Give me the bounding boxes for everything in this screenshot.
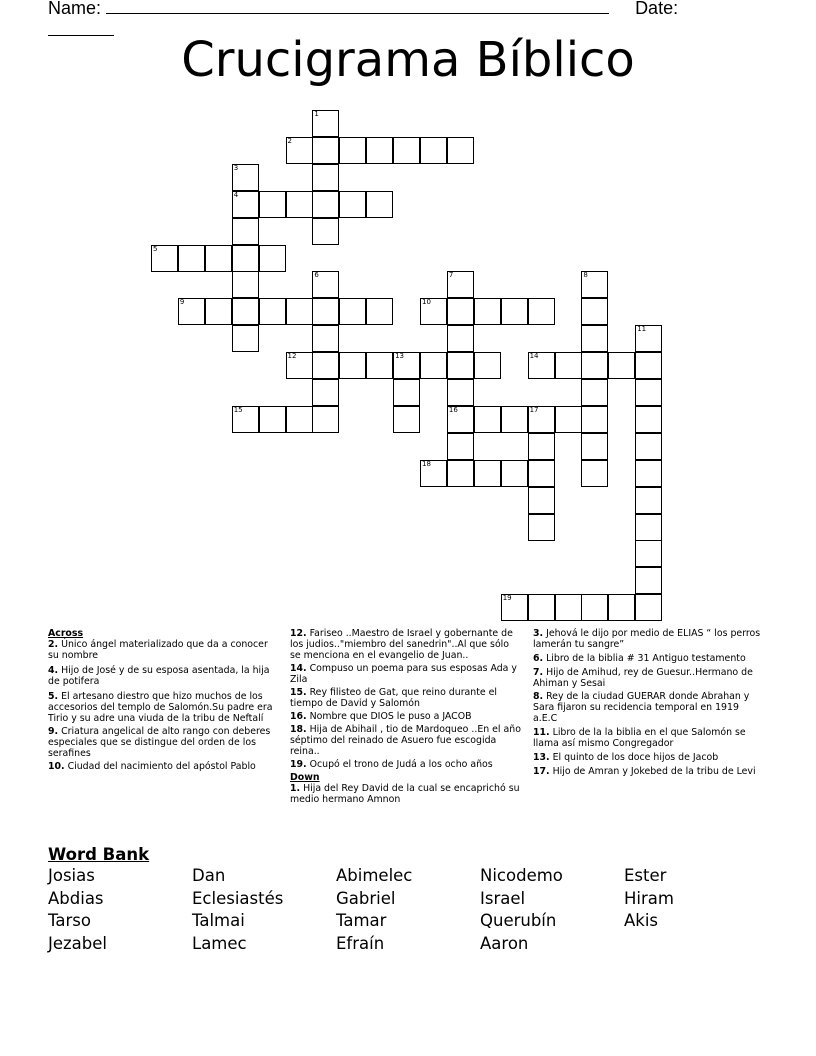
grid-cell[interactable]: [312, 110, 339, 137]
grid-cell[interactable]: [608, 594, 635, 621]
grid-cell[interactable]: [312, 137, 339, 164]
grid-cell[interactable]: [635, 379, 662, 406]
clue-number: 18: [422, 459, 431, 468]
clue-number: 15: [233, 405, 243, 414]
grid-cell[interactable]: [286, 137, 313, 164]
clue-number: 10: [422, 298, 431, 307]
clue-down-1: 1. Hija del Rey David de la cual se encaprichó su medio hermano Amnon: [290, 783, 520, 805]
grid-cell[interactable]: [205, 245, 232, 272]
page-title: Crucigrama Bíblico: [181, 32, 635, 88]
grid-cell[interactable]: [474, 460, 501, 487]
word-bank-item: Tamar: [336, 911, 387, 930]
grid-cell[interactable]: [555, 594, 582, 621]
grid-cell[interactable]: [608, 352, 635, 379]
clue-across-16: 16. Nombre que DIOS le puso a JACOB: [290, 711, 472, 722]
clues-column-1: [48, 628, 280, 776]
grid-cell[interactable]: [474, 298, 501, 325]
clue-number: 1: [314, 110, 319, 118]
clue-number: 8: [583, 271, 588, 280]
grid-cell[interactable]: [286, 191, 313, 218]
grid-cell[interactable]: [232, 325, 259, 352]
grid-cell[interactable]: [259, 245, 286, 272]
across-heading: Across: [48, 628, 84, 639]
grid-cell[interactable]: [312, 406, 339, 433]
grid-cell[interactable]: [474, 352, 501, 379]
word-bank-item: Abimelec: [336, 866, 413, 885]
grid-cell[interactable]: [339, 191, 366, 218]
grid-cell[interactable]: [501, 594, 528, 621]
grid-cell[interactable]: [581, 406, 608, 433]
grid-cell[interactable]: [366, 298, 393, 325]
grid-cell[interactable]: [447, 325, 474, 352]
grid-cell[interactable]: [528, 514, 555, 541]
word-bank-item: Nicodemo: [480, 866, 563, 885]
down-heading: Down: [290, 772, 320, 783]
clue-number: 9: [179, 298, 185, 307]
grid-cell[interactable]: [205, 298, 232, 325]
word-bank-item: Jezabel: [48, 933, 107, 953]
grid-cell[interactable]: [528, 594, 555, 621]
clue-across-15: 15. Rey filisteo de Gat, que reino durante el tiempo de David y Salomón: [290, 687, 498, 709]
clues-column-2: [290, 628, 522, 809]
grid-cell[interactable]: [312, 298, 339, 325]
grid-cell[interactable]: [581, 594, 608, 621]
grid-cell[interactable]: [286, 406, 313, 433]
grid-cell[interactable]: [259, 298, 286, 325]
grid-cell[interactable]: [420, 137, 447, 164]
grid-cell[interactable]: [447, 406, 474, 433]
word-bank-title: Word Bank: [48, 845, 150, 864]
grid-cell[interactable]: [447, 352, 474, 379]
grid-cell[interactable]: [232, 298, 259, 325]
grid-cell[interactable]: [501, 460, 528, 487]
word-bank-item: Hiram: [624, 888, 674, 908]
clue-down-13: 13. El quinto de los doce hijos de Jacob: [533, 752, 719, 763]
word-bank-item: Talmai: [192, 911, 245, 930]
grid-cell[interactable]: [447, 271, 474, 298]
grid-cell[interactable]: [393, 379, 420, 406]
clue-down-11: 11. Libro de la la biblia en el que Salomón se llama así mismo Congregador: [533, 727, 746, 749]
clue-across-14: 14. Compuso un poema para sus esposas Ada y Zila: [290, 663, 517, 685]
grid-cell[interactable]: [420, 352, 447, 379]
word-bank: [48, 845, 768, 955]
grid-cell[interactable]: [635, 514, 662, 541]
grid-cell[interactable]: [366, 137, 393, 164]
grid-cell[interactable]: [286, 298, 313, 325]
clue-number: 3: [233, 163, 239, 172]
grid-cell[interactable]: [447, 298, 474, 325]
grid-cell[interactable]: [178, 298, 205, 325]
grid-cell[interactable]: [528, 433, 555, 460]
clue-down-17: 17. Hijo de Amran y Jokebed de la tribu de Levi: [533, 766, 756, 777]
grid-cell[interactable]: [312, 218, 339, 245]
grid-cell[interactable]: [232, 245, 259, 272]
grid-cell[interactable]: [555, 352, 582, 379]
clue-number: 16: [448, 405, 458, 414]
grid-cell[interactable]: [635, 325, 662, 352]
grid-cell[interactable]: [151, 245, 178, 272]
grid-cell[interactable]: [393, 352, 420, 379]
grid-cell[interactable]: [528, 406, 555, 433]
grid-cell[interactable]: [312, 164, 339, 191]
grid-cell[interactable]: [635, 487, 662, 514]
grid-cell[interactable]: [259, 406, 286, 433]
word-bank-item: Tarso: [48, 911, 91, 930]
clue-across-2: 2. Único ángel materializado que da a conocer su nombre: [48, 639, 268, 661]
grid-cell[interactable]: [581, 433, 608, 460]
grid-cell[interactable]: [581, 325, 608, 352]
clue-across-9: 9. Criatura angelical de alto rango con deberes especiales que se distingue del orden de los serafines: [48, 726, 271, 759]
clue-down-3: 3. Jehová le dijo por medio de ELIAS “ los perros lamerán tu sangre”: [533, 628, 761, 650]
clue-across-18: 18. Hija de Abihail , tio de Mardoqueo ..En el año séptimo del reinado de Asuero fue escogida reina..: [290, 724, 521, 757]
word-bank-list: [48, 865, 768, 955]
clue-number: 2: [287, 136, 292, 145]
clue-across-4: 4. Hijo de José y de su esposa asentada, la hija de potifera: [48, 665, 270, 687]
grid-cell[interactable]: [232, 218, 259, 245]
grid-cell[interactable]: [286, 352, 313, 379]
word-bank-item: Akis: [624, 911, 659, 930]
clue-number: 7: [448, 271, 454, 280]
word-bank-item: Abdias: [48, 888, 104, 908]
clue-across-12: 12. Fariseo ..Maestro de Israel y gobernante de los judios.."miembro del sanedrin"..Al que sólo se menciona en el evangelio de Juan..: [290, 628, 513, 661]
grid-cell[interactable]: [635, 460, 662, 487]
grid-cell[interactable]: [393, 406, 420, 433]
clue-number: 17: [529, 405, 539, 414]
name-label: Name:: [48, 0, 102, 18]
grid-cell[interactable]: [528, 352, 555, 379]
grid-cell[interactable]: [501, 298, 528, 325]
grid-cell[interactable]: [232, 271, 259, 298]
word-bank-item: Josias: [48, 866, 95, 885]
grid-cell[interactable]: [447, 137, 474, 164]
clue-down-6: 6. Libro de la biblia # 31 Antiguo testamento: [533, 653, 746, 664]
grid-cell[interactable]: [635, 406, 662, 433]
date-label: Date:: [635, 0, 679, 18]
clue-number: 11: [637, 325, 647, 334]
grid-cell[interactable]: [232, 191, 259, 218]
grid-cell[interactable]: [581, 298, 608, 325]
grid-cell[interactable]: [528, 487, 555, 514]
clue-number: 4: [233, 190, 239, 199]
grid-cell[interactable]: [581, 271, 608, 298]
grid-cell[interactable]: [366, 352, 393, 379]
word-bank-item: Dan: [192, 866, 226, 885]
grid-cell[interactable]: [312, 271, 339, 298]
grid-cell[interactable]: [555, 406, 582, 433]
clue-number: 19: [502, 594, 512, 603]
word-bank-item: Ester: [624, 866, 667, 885]
clue-across-19: 19. Ocupó el trono de Judá a los ocho años: [290, 759, 493, 770]
grid-cell[interactable]: [312, 191, 339, 218]
grid-cell[interactable]: [339, 298, 366, 325]
word-bank-item: Eclesiastés: [192, 888, 284, 908]
word-bank-item: Israel: [480, 888, 526, 908]
grid-cell[interactable]: [393, 137, 420, 164]
word-bank-item: Gabriel: [336, 888, 396, 908]
grid-cell[interactable]: [635, 352, 662, 379]
grid-cell[interactable]: [635, 540, 662, 567]
grid-cell[interactable]: [635, 594, 662, 621]
grid-cell[interactable]: [447, 379, 474, 406]
grid-cell[interactable]: [366, 191, 393, 218]
grid-cell[interactable]: [635, 567, 662, 594]
clue-down-7: 7. Hijo de Amihud, rey de Guesur..Hermano de Ahiman y Sesai: [533, 667, 753, 689]
grid-cell[interactable]: [581, 352, 608, 379]
grid-cell[interactable]: [312, 352, 339, 379]
grid-cell[interactable]: [581, 379, 608, 406]
grid-cell[interactable]: [259, 191, 286, 218]
clue-number: 14: [529, 352, 539, 361]
clues-column-3: [533, 628, 763, 781]
clue-across-10: 10. Ciudad del nacimiento del apóstol Pablo: [48, 761, 256, 772]
word-bank-item: Lamec: [192, 933, 247, 953]
grid-cell[interactable]: [178, 245, 205, 272]
clue-across-5: 5. El artesano diestro que hizo muchos de los accesorios del templo de Salomón.Su padre era Tirio y su adre una viuda de la tribu de Neftalí: [48, 691, 273, 724]
grid-cell[interactable]: [528, 460, 555, 487]
grid-cell[interactable]: [528, 298, 555, 325]
clue-number: 5: [153, 244, 158, 253]
word-bank-item: Querubín: [480, 911, 557, 930]
grid-cell[interactable]: [312, 325, 339, 352]
grid-cell[interactable]: [312, 379, 339, 406]
grid-cell[interactable]: [474, 406, 501, 433]
clue-down-8: 8. Rey de la ciudad GUERAR donde Abrahan y Sara fijaron su recidencia temporal en 1919 a.E.C: [533, 691, 750, 724]
grid-cell[interactable]: [581, 460, 608, 487]
word-bank-item: Efraín: [336, 933, 385, 953]
grid-cell[interactable]: [420, 298, 447, 325]
grid-cell[interactable]: [339, 352, 366, 379]
word-bank-item: Aaron: [480, 933, 529, 953]
clue-number: 13: [395, 352, 405, 361]
grid-cell[interactable]: [339, 137, 366, 164]
grid-cell[interactable]: [420, 460, 447, 487]
grid-cell[interactable]: [447, 460, 474, 487]
grid-cell[interactable]: [635, 433, 662, 460]
grid-cell[interactable]: [501, 406, 528, 433]
grid-cell[interactable]: [447, 433, 474, 460]
clue-number: 6: [314, 271, 319, 280]
grid-cell[interactable]: [232, 406, 259, 433]
clue-number: 12: [287, 352, 297, 361]
grid-cell[interactable]: [232, 164, 259, 191]
